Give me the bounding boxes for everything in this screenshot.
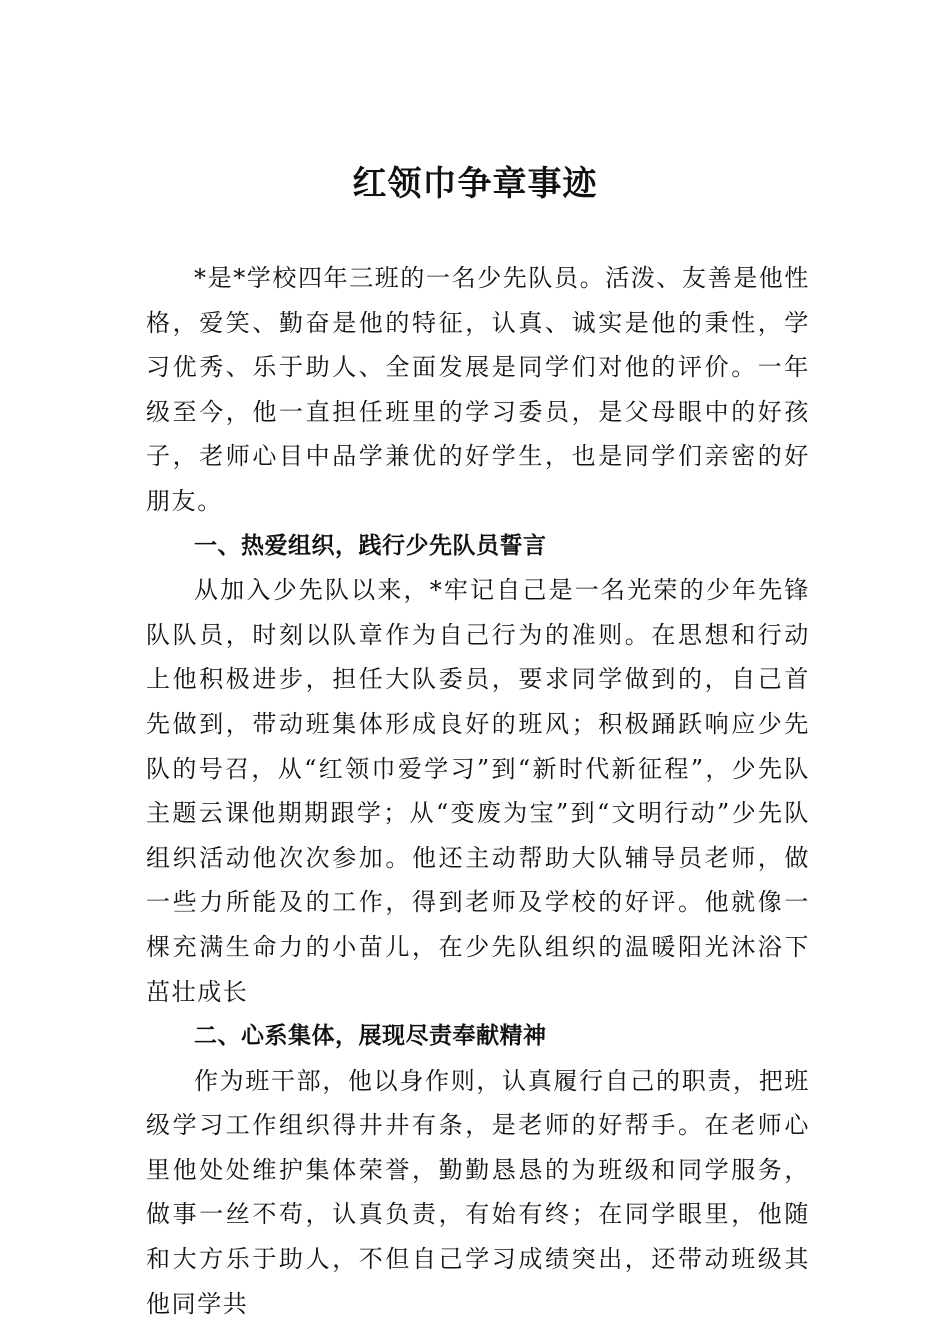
intro-paragraph: *是*学校四年三班的一名少先队员。活泼、友善是他性格，爱笑、勤奋是他的特征，认真、诚实是他的秉性，学习优秀、乐于助人、全面发展是同学们对他的评价。一年级至今，他一直担任班里的学习委员，是父母眼中的好孩子，老师心目中品学兼优的好学生，也是同学们亲密的好朋友。 <box>146 264 810 515</box>
section-2-paragraph: 作为班干部，他以身作则，认真履行自己的职责，把班级学习工作组织得井井有条，是老师的好帮手。在老师心里他处处维护集体荣誉，勤勤恳恳的为班级和同学服务，做事一丝不苟，认真负责，有始有终；在同学眼里，他随和大方乐于助人，不但自己学习成绩突出，还带动班级其他同学共 <box>146 1066 810 1318</box>
section-1-paragraph: 从加入少先队以来，*牢记自己是一名光荣的少年先锋队队员，时刻以队章作为自己行为的准则。在思想和行动上他积极进步，担任大队委员，要求同学做到的，自己首先做到，带动班集体形成良好的班风；积极踊跃响应少先队的号召，从“红领巾爱学习”到“新时代新征程”，少先队主题云课他期期跟学；从“变废为宝”到“文明行动”少先队组织活动他次次参加。他还主动帮助大队辅导员老师，做一些力所能及的工作，得到老师及学校的好评。他就像一棵充满生命力的小苗儿，在少先队组织的温暖阳光沐浴下茁壮成长 <box>146 576 810 1006</box>
section-2-heading: 二、心系集体，展现尽责奉献精神 <box>194 1023 547 1050</box>
document-body <box>146 256 810 1326</box>
document-title: 红领巾争章事迹 <box>352 164 598 204</box>
section-1-heading: 一、热爱组织，践行少先队员誓言 <box>194 532 547 559</box>
